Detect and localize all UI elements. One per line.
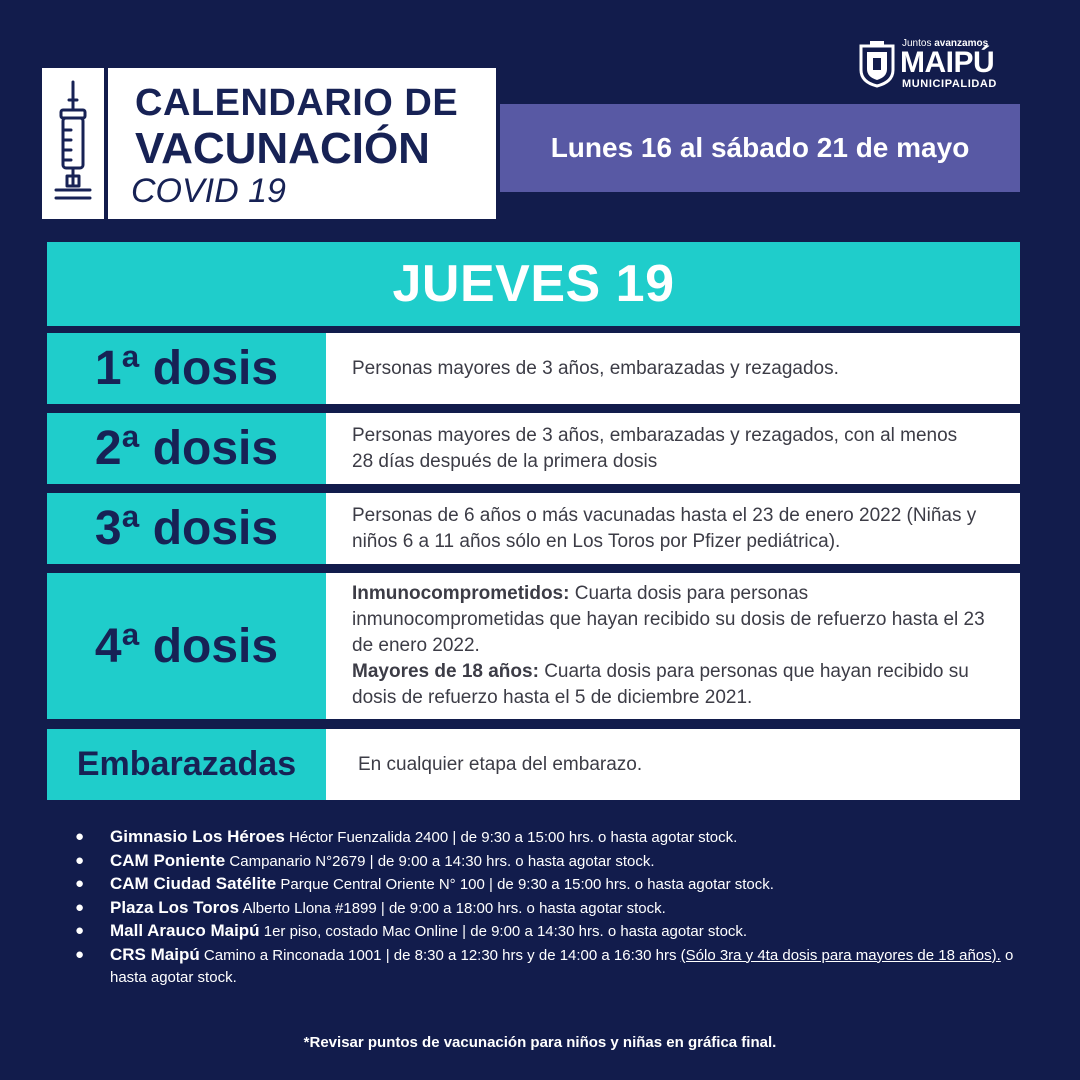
location-detail: Alberto Llona #1899 | de 9:00 a 18:00 hrs. o hasta agotar stock. bbox=[239, 899, 666, 917]
dose-row-4 bbox=[47, 573, 1020, 719]
bullet-icon: ● bbox=[75, 828, 85, 845]
day-title: JUEVES 19 bbox=[392, 255, 675, 313]
date-range-box bbox=[500, 104, 1020, 192]
dose-row-pregnant bbox=[47, 729, 1020, 800]
dose-group-label: Mayores de 18 años: bbox=[352, 661, 539, 682]
logo-name: MAIPÚ bbox=[900, 46, 995, 79]
dose-description-box bbox=[326, 333, 1020, 404]
location-name: Mall Arauco Maipú bbox=[110, 921, 260, 940]
bullet-icon: ● bbox=[75, 945, 85, 963]
dose-label: 3ª dosis bbox=[94, 502, 279, 555]
dose-label-box bbox=[47, 493, 326, 564]
municipality-logo bbox=[858, 38, 1018, 94]
location-detail-end: o hasta agotar stock. bbox=[110, 946, 1014, 986]
vaccination-locations bbox=[70, 826, 1020, 990]
list-item bbox=[70, 944, 1020, 990]
dose-label: 4ª dosis bbox=[94, 619, 279, 673]
bullet-icon: ● bbox=[75, 851, 85, 869]
dose-description-box bbox=[326, 413, 1020, 484]
dose-group-text: Cuarta dosis para personas que hayan recibido su dosis de refuerzo hasta el 5 de diciembre 2021. bbox=[352, 661, 969, 708]
dose-description: Personas mayores de 3 años, embarazadas y rezagados. bbox=[352, 357, 839, 379]
location-detail: Camino a Rinconada 1001 | de 8:30 a 12:30 hrs y de 14:00 a 16:30 hrs bbox=[199, 946, 681, 964]
footer-note: *Revisar puntos de vacunación para niños y niñas en gráfica final. bbox=[303, 1034, 777, 1051]
dose-label-box bbox=[47, 413, 326, 484]
list-item bbox=[70, 850, 1020, 874]
location-detail: Campanario N°2679 | de 9:00 a 14:30 hrs. o hasta agotar stock. bbox=[225, 852, 655, 870]
location-detail: Parque Central Oriente N° 100 | de 9:30 a 15:00 hrs. o hasta agotar stock. bbox=[276, 876, 774, 893]
location-detail: 1er piso, costado Mac Online | de 9:00 a 14:30 hrs. o hasta agotar stock. bbox=[259, 923, 748, 940]
dose-description bbox=[352, 581, 992, 711]
day-banner bbox=[47, 242, 1020, 326]
syringe-icon-box bbox=[42, 68, 104, 219]
location-name: CAM Ciudad Satélite bbox=[110, 874, 277, 893]
dose-label-box bbox=[47, 573, 326, 719]
logo-subtitle: MUNICIPALIDAD bbox=[902, 78, 997, 90]
location-name: Plaza Los Toros bbox=[110, 897, 240, 917]
dose-description-box bbox=[326, 573, 1020, 719]
dose-description: Personas mayores de 3 años, embarazadas y rezagados, con al menos 28 días después de la primera dosis bbox=[352, 424, 958, 472]
dose-label: 1ª dosis bbox=[94, 342, 279, 395]
title-line-1: CALENDARIO DE bbox=[135, 82, 459, 124]
shield-icon bbox=[858, 40, 896, 88]
list-item bbox=[70, 826, 1020, 850]
dose-label: 2ª dosis bbox=[94, 422, 279, 475]
dose-row-2 bbox=[47, 413, 1020, 484]
title-line-2: VACUNACIÓN bbox=[135, 124, 430, 173]
dose-label: Embarazadas bbox=[76, 745, 297, 783]
location-note: (Sólo 3ra y 4ta dosis para mayores de 18 años). bbox=[680, 946, 1001, 964]
list-item bbox=[70, 920, 1020, 944]
dose-label-box bbox=[47, 729, 326, 800]
dose-description-box bbox=[326, 493, 1020, 564]
bullet-icon: ● bbox=[75, 922, 85, 939]
title-line-3: COVID 19 bbox=[131, 172, 286, 210]
location-name: CAM Poniente bbox=[110, 850, 226, 870]
dose-group-label: Inmunocomprometidos: bbox=[352, 583, 570, 604]
logo-tagline: Juntos avanzamos bbox=[902, 38, 989, 49]
dose-description: Personas de 6 años o más vacunadas hasta el 23 de enero 2022 (Niñas y niños 6 a 11 años sólo en Los Toros por Pfizer pediátrica). bbox=[352, 504, 977, 552]
location-name: Gimnasio Los Héroes bbox=[110, 827, 285, 846]
dose-description-box bbox=[326, 729, 1020, 800]
bullet-icon: ● bbox=[75, 898, 85, 916]
list-item bbox=[70, 873, 1020, 897]
location-name: CRS Maipú bbox=[110, 944, 200, 964]
bullet-icon: ● bbox=[75, 875, 85, 892]
syringe-icon bbox=[42, 68, 104, 219]
title-box bbox=[108, 68, 496, 219]
dose-row-1 bbox=[47, 333, 1020, 404]
date-range: Lunes 16 al sábado 21 de mayo bbox=[550, 132, 970, 163]
list-item bbox=[70, 897, 1020, 921]
dose-label-box bbox=[47, 333, 326, 404]
dose-description: En cualquier etapa del embarazo. bbox=[358, 753, 643, 775]
dose-row-3 bbox=[47, 493, 1020, 564]
dose-group-text: Cuarta dosis para personas inmunocomprometidas que hayan recibido su dosis de refuerzo hasta el 23 de enero 2022. bbox=[352, 583, 985, 656]
location-detail: Héctor Fuenzalida 2400 | de 9:30 a 15:00 hrs. o hasta agotar stock. bbox=[284, 829, 738, 846]
